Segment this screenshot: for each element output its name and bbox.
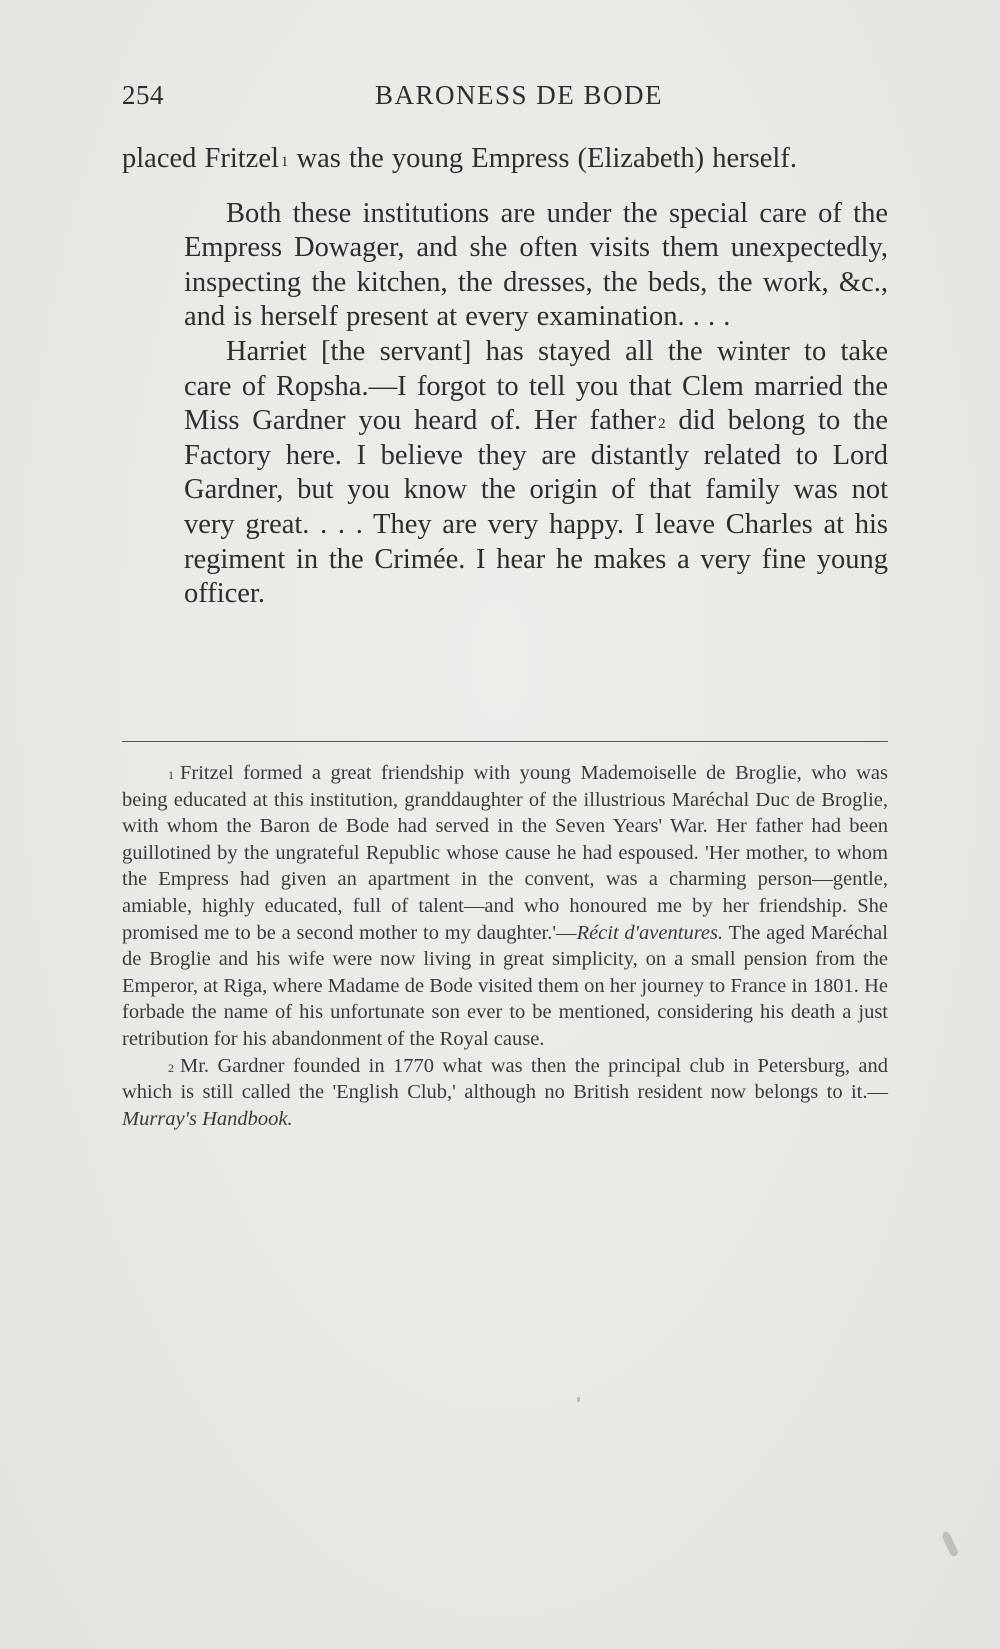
text-span: Mr. Gardner founded in 1770 what was then the principal club in Petersburg, and which is still called the 'English Club,' although no British resident now belongs to it.— (122, 1054, 888, 1104)
footnote-1 (122, 760, 888, 1053)
footnote-2 (122, 1053, 888, 1133)
footnote-divider (122, 741, 888, 742)
running-head: BARONESS DE BODE (374, 80, 664, 110)
quoted-paragraph-1: Both these institutions are under the special care of the Empress Dowager, and she often visits them unexpectedly, inspecting the kitchen, the dresses, the beds, the work, &c., and is herself present at every examination. . . . (184, 197, 888, 333)
footnote-ref-2: 2 (658, 416, 666, 433)
footnote-marker-2: 2 (168, 1060, 174, 1075)
page-number: 254 (122, 80, 164, 110)
footnote-ref-1: 1 (280, 154, 289, 170)
source-citation: Récit d'aventures. (576, 921, 724, 944)
text-span: was the young Empress (Elizabeth) herself. (288, 143, 797, 174)
footnote-marker-1: 1 (168, 768, 174, 782)
paper-smudge (941, 1531, 959, 1558)
quoted-paragraph-2 (184, 335, 888, 612)
text-span: did belong to the Factory here. I believe they are distantly related to Lord Gardner, but you know the origin of that family was not very great. . . . They are very happy. I leave Charles at his regiment in the Crimée. I hear he makes a very fine young officer. (184, 405, 888, 610)
text-span: The aged Maréchal de Broglie and his wife were now living in great simplicity, on a small pension from the Emperor, at Riga, where Madame de Bode visited them on her journey to France in 1801. He forbade the name of his unfortunate son ever to be mentioned, considering his death a just retribution for his abandonment of the Royal cause. (122, 921, 888, 1050)
text-span: placed Fritzel (122, 143, 279, 174)
footnotes (122, 760, 888, 1132)
source-citation: Murray's Handbook. (122, 1107, 293, 1130)
text-span: Fritzel formed a great friendship with young Mademoiselle de Broglie, who was being educated at this institution, granddaughter of the illustrious Maréchal Duc de Broglie, with whom the Baron de Bode had served in the Seven Years' War. Her father had been guillotined by the ungrateful Republic whose cause he had espoused. 'Her mother, to whom the Empress had given an apartment in the convent, was a charming person—gentle, amiable, highly educated, full of talent—and who honoured me by her friendship. She promised me to be a second mother to my daughter.'— (122, 762, 888, 944)
paper-speck (577, 1397, 580, 1402)
page-header (122, 80, 888, 120)
main-text (122, 142, 888, 612)
text-span: Harriet [the servant] has stayed all the winter to take care of Ropsha.—I forgot to tell you that Clem married the Miss Gardner you heard of. Her father (184, 335, 888, 437)
continued-paragraph (122, 142, 888, 177)
